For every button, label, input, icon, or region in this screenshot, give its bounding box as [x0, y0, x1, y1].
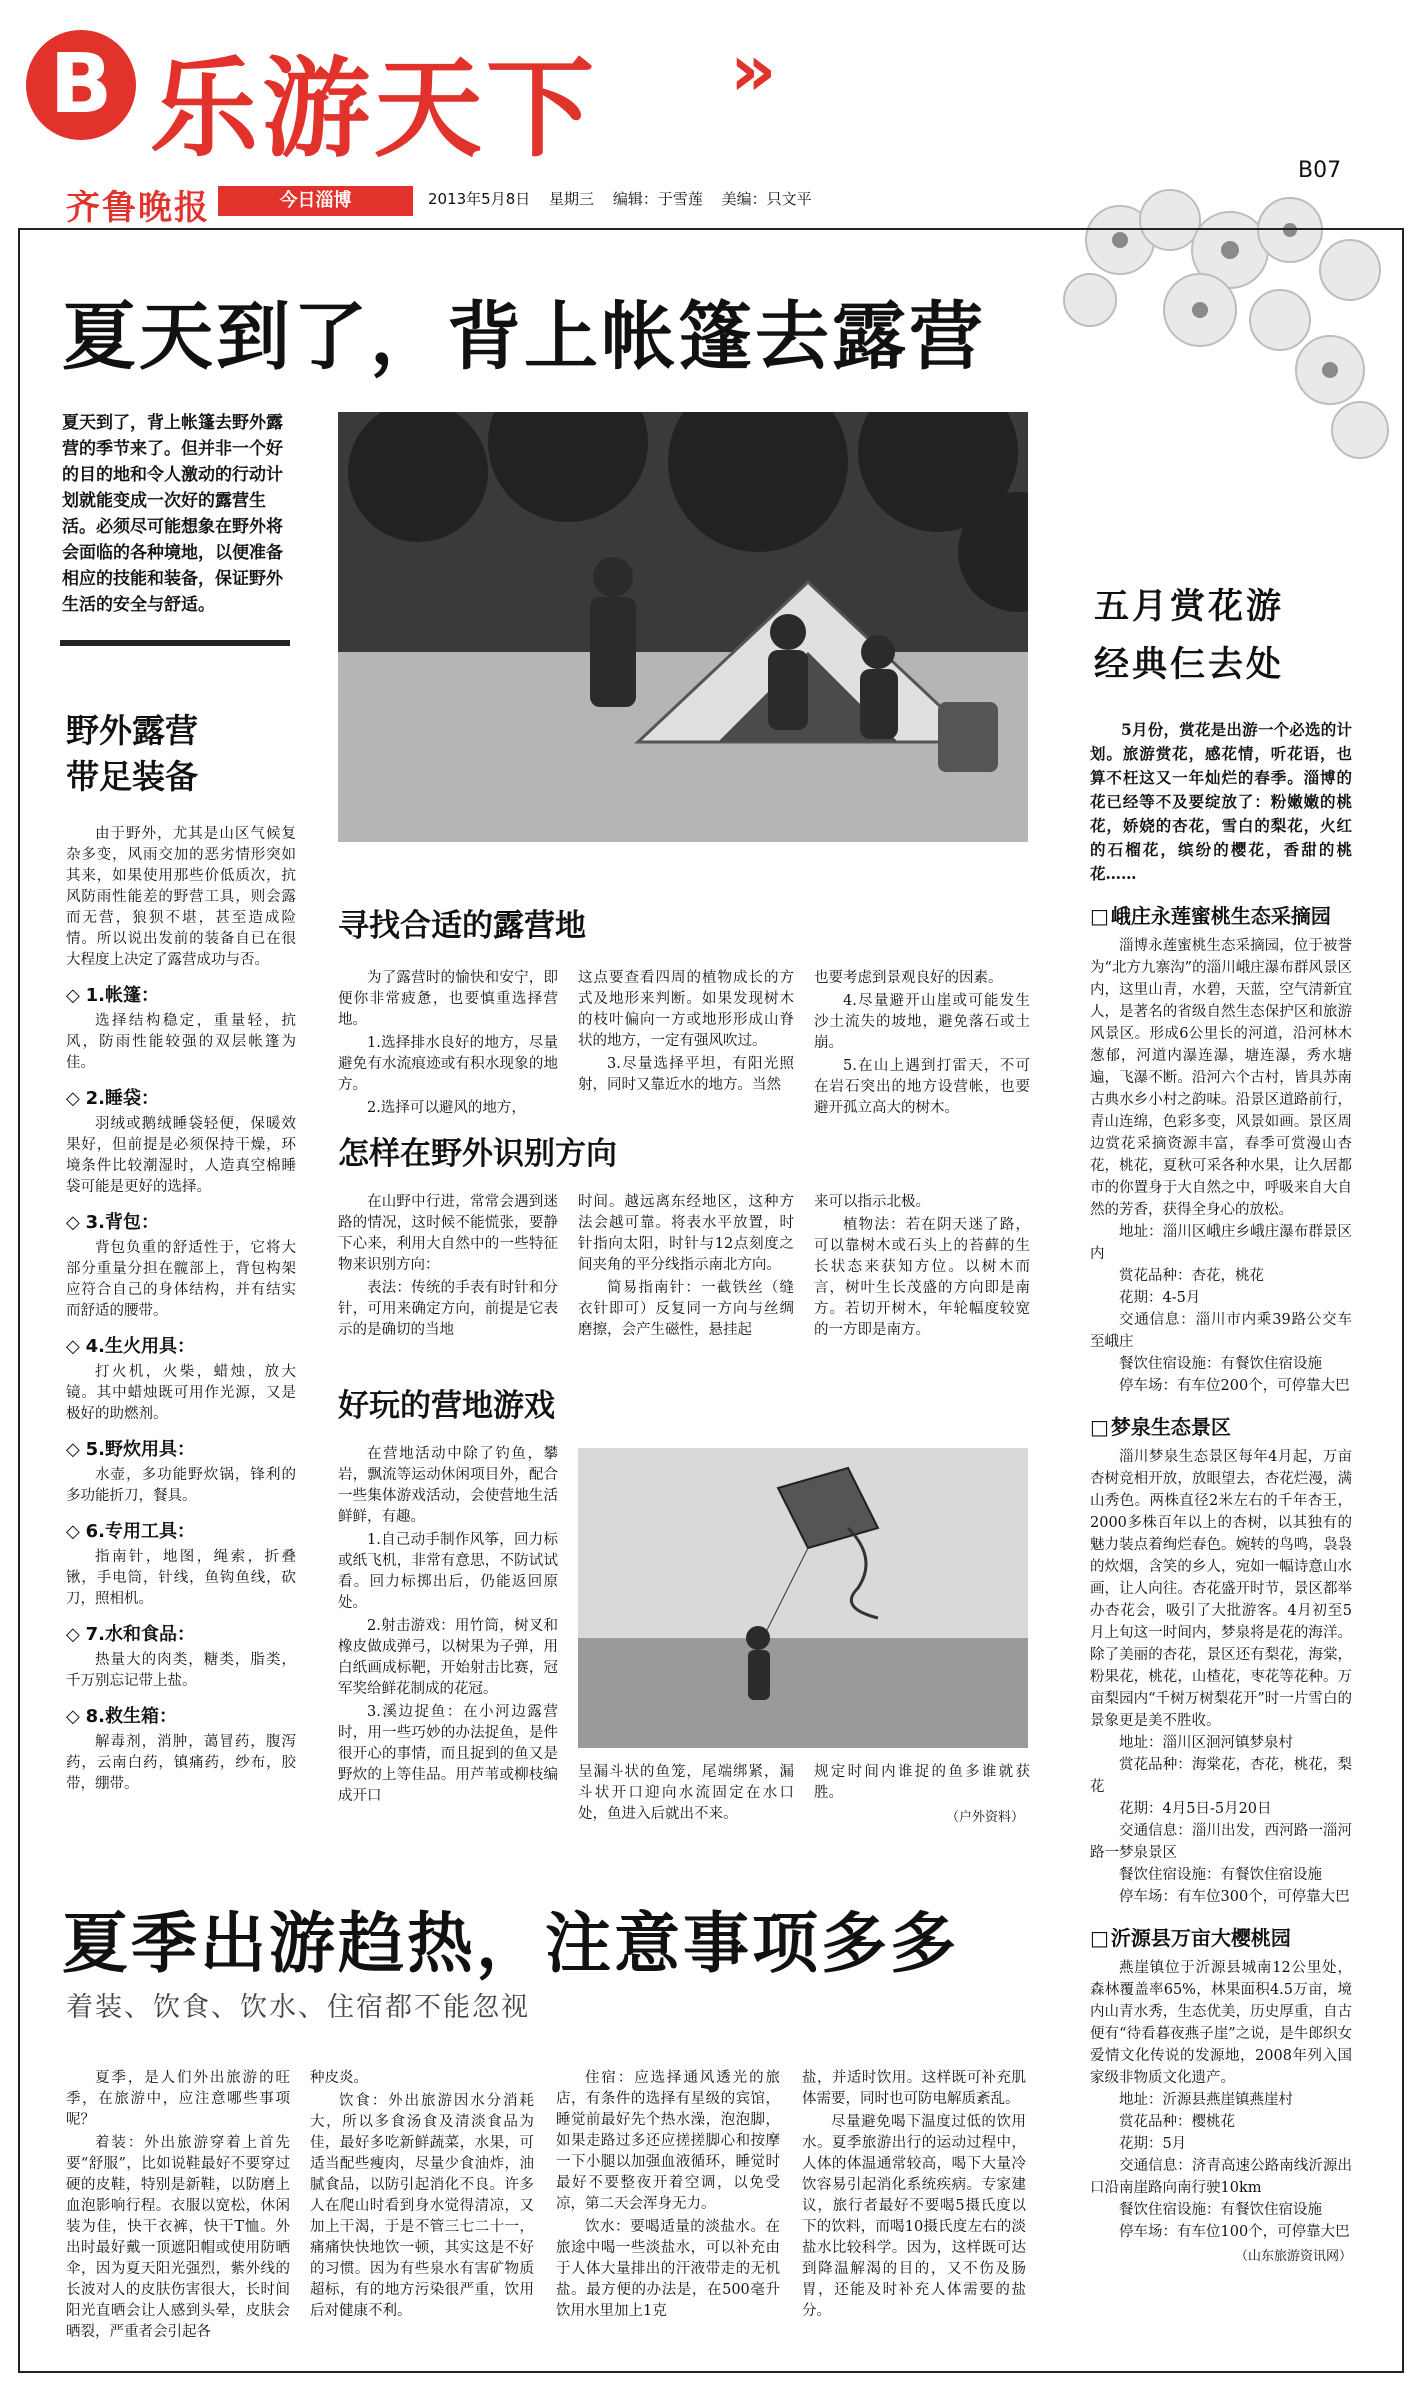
- issue-weekday: 星期三: [549, 190, 595, 208]
- kite-photo: [578, 1448, 1028, 1748]
- place-heading: □ 梦泉生态景区: [1090, 1411, 1352, 1440]
- place-info: 花期：4-5月: [1119, 1290, 1201, 1306]
- place-info: 花期：4月5日-5月20日: [1119, 1801, 1272, 1817]
- summer-para: 盐，并适时饮用。这样既可补充肌体需要，同时也可防电解质紊乱。: [802, 2070, 1026, 2107]
- games-col-3: [814, 1762, 1030, 1806]
- games-credit: （户外资料）: [946, 1810, 1025, 1825]
- gear-item-text: 水壶，多功能野炊锅，锋利的多功能折刀，餐具。: [66, 1467, 296, 1504]
- gear-item-heading: ◇ 2.睡袋：: [66, 1084, 296, 1110]
- summer-subhead: 着装、饮食、饮水、住宿都不能忽视: [66, 1992, 530, 2023]
- place-desc: 燕崖镇位于沂源县城南12公里处，森林覆盖率65%，林果面积4.5万亩，境内山青水秀，生态优美，历史厚重，自古便有“待看暮夜燕子崖”之说，是牛郎织女爱情文化传说的发源地，2008年列入国家级非物质文化遗产。: [1090, 1960, 1352, 2086]
- gear-item-text: 羽绒或鹅绒睡袋轻便，保暖效果好，但前提是必须保持干燥，环境条件比较潮湿时，人造真空棉睡袋可能是更好的选择。: [66, 1116, 296, 1195]
- place-info: 赏花品种：杏花，桃花: [1119, 1268, 1264, 1284]
- place-info: 交通信息：淄川出发，西河路一淄河路一梦泉景区: [1090, 1823, 1352, 1861]
- gear-intro: 由于野外，尤其是山区气候复杂多变，风雨交加的恶劣情形突如其来，如果使用那些价低质次，抗风防雨性能差的野营工具，则会露而无营，狼狈不堪，甚至造成险情。所以说出发前的装备自已在很大程度上决定了露营成功与否。: [66, 826, 296, 968]
- camping-photo: [338, 412, 1028, 842]
- page-title: 乐游天下: [150, 47, 599, 172]
- summer-col-4: [802, 2068, 1026, 2324]
- place-info: 交通信息：淄川市内乘39路公交车至峨庄: [1090, 1312, 1352, 1350]
- summer-para: 种皮炎。: [310, 2070, 368, 2086]
- games-para: 在营地活动中除了钓鱼，攀岩，飘流等运动休闲项目外，配合一些集体游戏活动，会使营地生活鲜鲜，有趣。: [338, 1446, 558, 1525]
- site-para: 4.尽量避开山崖或可能发生沙土流失的坡地，避免落石或土崩。: [814, 993, 1030, 1051]
- divider: [60, 640, 290, 646]
- site-col-2: [578, 968, 794, 1098]
- place-info: 花期：5月: [1119, 2136, 1187, 2152]
- site-para: 这点要查看四周的植物成长的方式及地形来判断。如果发现树木的枝叶偏向一方或地形形成山脊状的地方，一定有强风吹过。: [578, 970, 794, 1049]
- place-info: 交通信息：济青高速公路南线沂源出口沿南崖路向南行驶10km: [1090, 2158, 1352, 2196]
- games-para: 呈漏斗状的鱼笼，尾端绑紧，漏斗状开口迎向水流固定在水口处，鱼进入后就出不来。: [578, 1764, 794, 1822]
- place-info: 停车场：有车位300个，可停靠大巴: [1119, 1889, 1350, 1905]
- direction-title: 怎样在野外识别方向: [338, 1136, 617, 1172]
- site-para: 2.选择可以避风的地方，: [367, 1100, 526, 1116]
- gear-item-text: 背包负重的舒适性于，它将大部分重量分担在髋部上，背包构架应符合自己的身体结构，并有结实而舒适的腰带。: [66, 1240, 296, 1319]
- site-para: 1.选择排水良好的地方，尽量避免有水流痕迹或有积水现象的地方。: [338, 1035, 558, 1093]
- issue-date: 2013年5月8日: [428, 190, 531, 208]
- place-desc: 淄博永莲蜜桃生态采摘园，位于被誉为“北方九寨沟”的淄川峨庄瀑布群风景区内，这里山青，水碧，天蓝，空气清新宜人，是著名的省级自然生态保护区和旅游风景区。形成6公里长的河道，沿河林木葱郁，河道内瀑连瀑，塘连瀑，秀水塘遍，飞瀑不断。沿河六个古村，皆具苏南古典水乡小村之韵味。沿景区道路前行，青山连绵，色彩多变，风景如画。景区周边赏花采摘资源丰富，春季可赏漫山杏花，桃花，夏秋可采各种水果，让久居都市的你置身于大自然之中，呼吸来自大自然的芳香，获得全身心的放松。: [1090, 938, 1352, 1218]
- place-heading: □ 峨庄永莲蜜桃生态采摘园: [1090, 900, 1352, 929]
- games-para: 1.自己动手制作风筝，回力标或纸飞机，非常有意思，不防试试看。回力标掷出后，仍能返回原处。: [338, 1532, 558, 1611]
- gear-item-text: 热量大的肉类，糖类，脂类，千万别忘记带上盐。: [66, 1652, 296, 1689]
- summer-para: 尽量避免喝下温度过低的饮用水。夏季旅游出行的运动过程中，人体的体温通常较高，喝下大量冷饮容易引起消化系统疾病。专家建议，旅行者最好不要喝5摄氏度以下的饮料，而喝10摄氏度左右的淡盐水比较科学。因为，这样既可达到降温解渴的目的，又不伤及肠胃，还能及时补充人体需要的盐分。: [802, 2114, 1026, 2319]
- direction-col-2: [578, 1192, 794, 1343]
- summer-para: 饮食：外出旅游因水分消耗大，所以多食汤食及清淡食品为佳，最好多吃新鲜蔬菜，水果，可适当配些瘦肉，尽量少食油炸，油腻食品，以防引起消化不良。许多人在爬山时看到身水觉得清凉，又加上干渴，于是不管三七二十一，痛痛快快地饮一顿，其实这是不好的习惯。因为有些泉水有害矿物质超标，有的地方污染很严重，饮用后对健康不利。: [310, 2093, 534, 2319]
- direction-para: 表法：传统的手表有时针和分针，可用来确定方向，前提是它表示的是确切的当地: [338, 1280, 558, 1338]
- gear-section: [66, 708, 296, 1797]
- summer-headline: 夏季出游趋热，注意事项多多: [62, 1905, 959, 1982]
- place-heading: □ 沂源县万亩大樱桃园: [1090, 1922, 1352, 1951]
- flowers-title-1: 五月赏花游: [1094, 587, 1285, 627]
- main-headline: 夏天到了，背上帐篷去露营: [62, 294, 986, 380]
- place-info: 地址：淄川区峨庄乡峨庄瀑布群景区内: [1090, 1224, 1352, 1262]
- gear-item-heading: ◇ 1.帐篷：: [66, 981, 296, 1007]
- gear-item-heading: ◇ 7.水和食品：: [66, 1620, 296, 1646]
- place-info: 赏花品种：海棠花，杏花，桃花，梨花: [1090, 1757, 1352, 1795]
- summer-para: 着装：外出旅游穿着上首先要“舒服”，比如说鞋最好不要穿过硬的皮鞋，特别是新鞋，以防磨上血泡影响行程。衣服以宽松，休闲装为佳，快干衣裤，快干T恤。外出时最好戴一顶遮阳帽或使用防晒伞，因为夏天阳光强烈，紫外线的长波对人的皮肤伤害很大，长时间阳光直晒会让人感到头晕，皮肤会晒裂，严重者会引起各: [66, 2135, 290, 2340]
- issue-meta: [428, 188, 826, 209]
- site-title: 寻找合适的露营地: [338, 908, 586, 944]
- gear-item-heading: ◇ 3.背包：: [66, 1208, 296, 1234]
- site-para: 5.在山上遇到打雷天，不可在岩石突出的地方设营帐，也要避开孤立高大的树木。: [814, 1058, 1030, 1116]
- direction-para: 在山野中行进，常常会遇到迷路的情况，这时候不能慌张，要静下心来，利用大自然中的一些特征物来识别方向：: [338, 1194, 558, 1273]
- logo-b-icon: B: [26, 30, 136, 140]
- gear-item-heading: ◇ 8.救生箱：: [66, 1702, 296, 1728]
- place-info: 停车场：有车位200个，可停靠大巴: [1119, 1378, 1350, 1394]
- games-title: 好玩的营地游戏: [338, 1388, 555, 1424]
- games-col-2: [578, 1762, 794, 1827]
- flowers-intro: 5月份，赏花是出游一个必选的计划。旅游赏花，感花情，听花语，也算不枉这又一年灿烂的春季。淄博的花已经等不及要绽放了：粉嫩嫩的桃花，娇娆的杏花，雪白的梨花，火红的石榴花，缤纷的樱花，香甜的桃花……: [1090, 720, 1352, 883]
- flowers-title-2: 经典仨去处: [1094, 645, 1285, 685]
- site-para: 也要考虑到景观良好的因素。: [814, 970, 1003, 986]
- place-info: 餐饮住宿设施：有餐饮住宿设施: [1119, 1356, 1322, 1372]
- place-info: 地址：沂源县燕崖镇燕崖村: [1119, 2092, 1293, 2108]
- site-para: 为了露营时的愉快和安宁，即便你非常疲惫，也要慎重选择营地。: [338, 970, 558, 1028]
- lead-paragraph: 夏天到了，背上帐篷去野外露营的季节来了。但并非一个好的目的地和令人激动的行动计划就能变成一次好的露营生活。必须尽可能想象在野外将会面临的各种境地，以便准备相应的技能和装备，保证野外生活的安全与舒适。: [62, 413, 283, 615]
- page-number: B07: [1298, 158, 1342, 183]
- gear-item-text: 选择结构稳定，重量轻，抗风，防雨性能较强的双层帐篷为佳。: [66, 1013, 296, 1071]
- gear-item-text: 解毒剂，消肿，蔼冒药，腹泻药，云南白药，镇痛药，纱布，胶带，绷带。: [66, 1734, 296, 1792]
- gear-title-1: 野外露营: [66, 711, 198, 750]
- direction-para: 植物法：若在阴天迷了路，可以靠树木或石头上的苔藓的生长状态来获知方位。以树木而言，树叶生长茂盛的方向即是南方。若切开树木，年轮幅度较宽的一方即是南方。: [814, 1217, 1030, 1338]
- summer-col-2: [310, 2068, 534, 2324]
- place-info: 餐饮住宿设施：有餐饮住宿设施: [1119, 1867, 1322, 1883]
- direction-para: 简易指南针：一截铁丝（缝衣针即可）反复同一方向与丝绸磨擦，会产生磁性，悬挂起: [578, 1280, 794, 1338]
- site-col-3: [814, 968, 1030, 1121]
- gear-item-heading: ◇ 5.野炊用具：: [66, 1435, 296, 1461]
- place-info: 餐饮住宿设施：有餐饮住宿设施: [1119, 2202, 1322, 2218]
- summer-col-3: [556, 2068, 780, 2324]
- place-info: 赏花品种：樱桃花: [1119, 2114, 1235, 2130]
- gear-item-heading: ◇ 6.专用工具：: [66, 1517, 296, 1543]
- flowers-credit: （山东旅游资讯网）: [1234, 2249, 1352, 2264]
- gear-item-text: 指南针，地图，绳索，折叠锹，手电筒，针线，鱼钩鱼线，砍刀，照相机。: [66, 1549, 296, 1607]
- section-tag: 今日淄博: [218, 186, 413, 216]
- gear-body: [66, 824, 296, 1795]
- quote-mark: »: [730, 28, 777, 112]
- site-para: 3.尽量选择平坦，有阳光照射，同时又靠近水的地方。当然: [578, 1056, 794, 1093]
- flowers-section: [1094, 578, 1374, 694]
- place-info: 地址：淄川区洄河镇梦泉村: [1119, 1735, 1293, 1751]
- summer-col-1: [66, 2068, 290, 2345]
- summer-para: 住宿：应选择通风透光的旅店，有条件的选择有星级的宾馆，睡觉前最好先个热水澡，泡泡脚，如果走路过多还应搓搓脚心和按摩一下小腿以加强血液循环，睡觉时最好不要整夜开着空调，以免受凉，第二天会浑身无力。: [556, 2070, 780, 2212]
- direction-para: 时间。越远离东经地区，这种方法会越可靠。将表水平放置，时针指向太阳，时针与12点刻度之间夹角的平分线指示南北方向。: [578, 1194, 794, 1273]
- gear-title-2: 带足装备: [66, 757, 198, 796]
- games-col-1: [338, 1444, 558, 1809]
- place-info: 停车场：有车位100个，可停靠大巴: [1119, 2224, 1350, 2240]
- gear-item-heading: ◇ 4.生火用具：: [66, 1332, 296, 1358]
- summer-para: 饮水：要喝适量的淡盐水。在旅途中喝一些淡盐水，可以补充由于人体大量排出的汗液带走的无机盐。最方便的办法是，在500毫升饮用水里加上1克: [556, 2219, 780, 2319]
- direction-para: 来可以指示北极。: [814, 1194, 930, 1210]
- games-para: 规定时间内谁捉的鱼多谁就获胜。: [814, 1764, 1030, 1801]
- designer: 美编：只文平: [721, 190, 812, 208]
- games-para: 2.射击游戏：用竹筒，树叉和橡皮做成弹弓，以树果为子弹，用白纸画成标靶，开始射击比赛，冠军奖给鲜花制成的花冠。: [338, 1618, 558, 1697]
- paper-name: 齐鲁晚报: [66, 188, 210, 228]
- site-col-1: [338, 968, 558, 1121]
- direction-col-3: [814, 1192, 1030, 1343]
- direction-col-1: [338, 1192, 558, 1343]
- gear-item-text: 打火机，火柴，蜡烛，放大镜。其中蜡烛既可用作光源，又是极好的助燃剂。: [66, 1364, 296, 1422]
- flowers-body: [1090, 718, 1352, 2264]
- editor: 编辑：于雪莲: [612, 190, 703, 208]
- summer-para: 夏季，是人们外出旅游的旺季，在旅游中，应注意哪些事项呢？: [66, 2070, 290, 2128]
- place-desc: 淄川梦泉生态景区每年4月起，万亩杏树竞相开放，放眼望去，杏花烂漫，满山秀色。两株直径2米左右的千年杏王，2000多株百年以上的杏树，以其独有的魅力装点着绚烂春色。婉转的鸟鸣，袅袅的炊烟，含笑的乡人，宛如一幅诗意山水画，让人向往。杏花盛开时节，景区都举办杏花会，吸引了大批游客。4月初至5月上旬这一时间内，梦泉将是花的海洋。除了美丽的杏花，景区还有梨花，海棠，粉果花，桃花，山楂花，枣花等花种。万亩梨园内“千树万树梨花开”时一片雪白的景象更是美不胜收。: [1090, 1449, 1352, 1729]
- games-para: 3.溪边捉鱼：在小河边露营时，用一些巧妙的办法捉鱼，是件很开心的事情，而且捉到的鱼又是野炊的上等佳品。用芦苇或柳枝编成开口: [338, 1704, 558, 1804]
